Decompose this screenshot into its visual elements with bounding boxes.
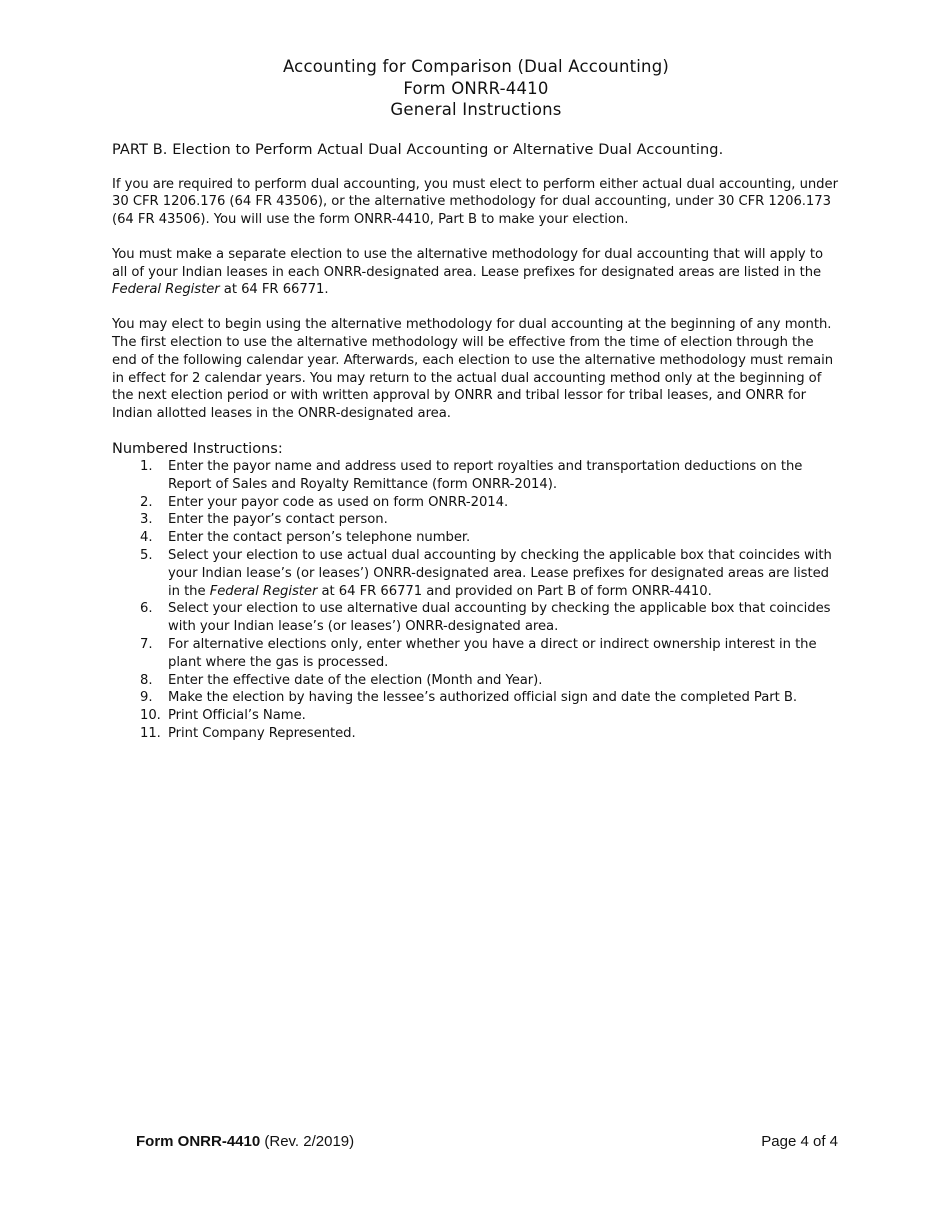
list-item <box>112 636 840 672</box>
item-number: 6. <box>140 601 153 617</box>
item-number: 8. <box>140 672 153 688</box>
item-number: 4. <box>140 530 153 546</box>
item-text: Select your election to use alternative dual accounting by checking the applicable box that coincides with your Indian lease’s (or leases’) ONRR-designated area. <box>168 601 831 635</box>
item-number: 5. <box>140 548 153 564</box>
part-b-paragraph-3: You may elect to begin using the alternative methodology for dual accounting at the beginning of any month. The first election to use the alternative methodology will be effective from the time of election through the end of the following calendar year. Afterwards, each election to use the alternative methodology must remain in effect for 2 calendar years. You may return to the actual dual accounting method only at the beginning of the next election period or with written approval by ONRR and tribal lessor for tribal leases, and ONRR for Indian allotted leases in the ONRR-designated area. <box>112 317 834 422</box>
item-number: 9. <box>140 690 153 706</box>
item-number: 1. <box>140 459 153 475</box>
list-item <box>112 547 840 600</box>
item-text: Enter the payor name and address used to report royalties and transportation deductions on the Report of Sales and Royalty Remittance (form ONRR-2014). <box>168 459 803 492</box>
item-text-end: at 64 FR 66771 and provided on Part B of form ONRR-4410. <box>317 583 712 599</box>
item-number: 7. <box>140 637 153 653</box>
item-text: Print Company Represented. <box>168 726 356 742</box>
item-text: Enter your payor code as used on form ONRR-2014. <box>168 494 509 510</box>
item-number: 10. <box>140 708 161 724</box>
part-b-title: PART B. Election to Perform Actual Dual Accounting or Alternative Dual Accounting. <box>112 141 724 158</box>
header-title: Accounting for Comparison (Dual Accounting) <box>282 57 670 76</box>
document-page <box>112 56 840 743</box>
list-item <box>112 600 840 636</box>
item-text: Make the election by having the lessee’s authorized official sign and date the completed Part B. <box>168 690 798 706</box>
item-text: Enter the contact person’s telephone number. <box>168 530 471 546</box>
numbered-instructions-title: Numbered Instructions: <box>112 441 283 458</box>
footer-revision: (Rev. 2/2019) <box>260 1133 355 1150</box>
numbered-instructions-list <box>112 458 840 743</box>
item-number: 2. <box>140 494 153 510</box>
part-b-paragraph-1: If you are required to perform dual accounting, you must elect to perform either actual dual accounting, under 30 CFR 1206.176 (64 FR 43506), or the alternative methodology for dual accounting, under 30 CFR 1206.173 (64 FR 43506). You will use the form ONRR-4410, Part B to make your election. <box>112 176 838 228</box>
item-text-start: Select your election to use actual dual accounting by checking the applicable box that coincides with your Indian lease’s (or leases’) ONRR-designated area. Lease prefixes for designated areas are listed in the <box>168 548 832 599</box>
footer-form-id <box>136 1133 354 1151</box>
item-text: Enter the payor’s contact person. <box>168 512 388 528</box>
list-item <box>112 494 840 512</box>
list-item <box>112 707 840 725</box>
list-item <box>112 672 840 690</box>
item-text: Print Official’s Name. <box>168 708 306 724</box>
item-text: Enter the effective date of the election (Month and Year). <box>168 672 543 688</box>
footer-page-number: Page 4 of 4 <box>761 1133 838 1150</box>
paragraph-2-text-end: at 64 FR 66771. <box>219 282 329 298</box>
header-subtitle: General Instructions <box>390 100 562 119</box>
part-b-paragraph-2 <box>112 246 840 299</box>
list-item <box>112 689 840 707</box>
federal-register-italic: Federal Register <box>209 583 318 599</box>
federal-register-italic: Federal Register <box>112 282 220 298</box>
item-text: For alternative elections only, enter whether you have a direct or indirect ownership interest in the plant where the gas is processed. <box>168 637 817 670</box>
header-form-number: Form ONRR-4410 <box>403 78 549 98</box>
document-header <box>112 56 840 121</box>
list-item <box>112 725 840 743</box>
item-number: 3. <box>140 512 153 528</box>
paragraph-2-text-start: You must make a separate election to use the alternative methodology for dual accounting that will apply to all of your Indian leases in each ONRR-designated area. Lease prefixes for designated areas are listed in the <box>112 246 823 280</box>
item-number: 11. <box>140 726 161 742</box>
list-item <box>112 529 840 547</box>
list-item <box>112 458 840 494</box>
list-item <box>112 511 840 529</box>
footer-form-number: Form ONRR-4410 <box>136 1133 261 1150</box>
